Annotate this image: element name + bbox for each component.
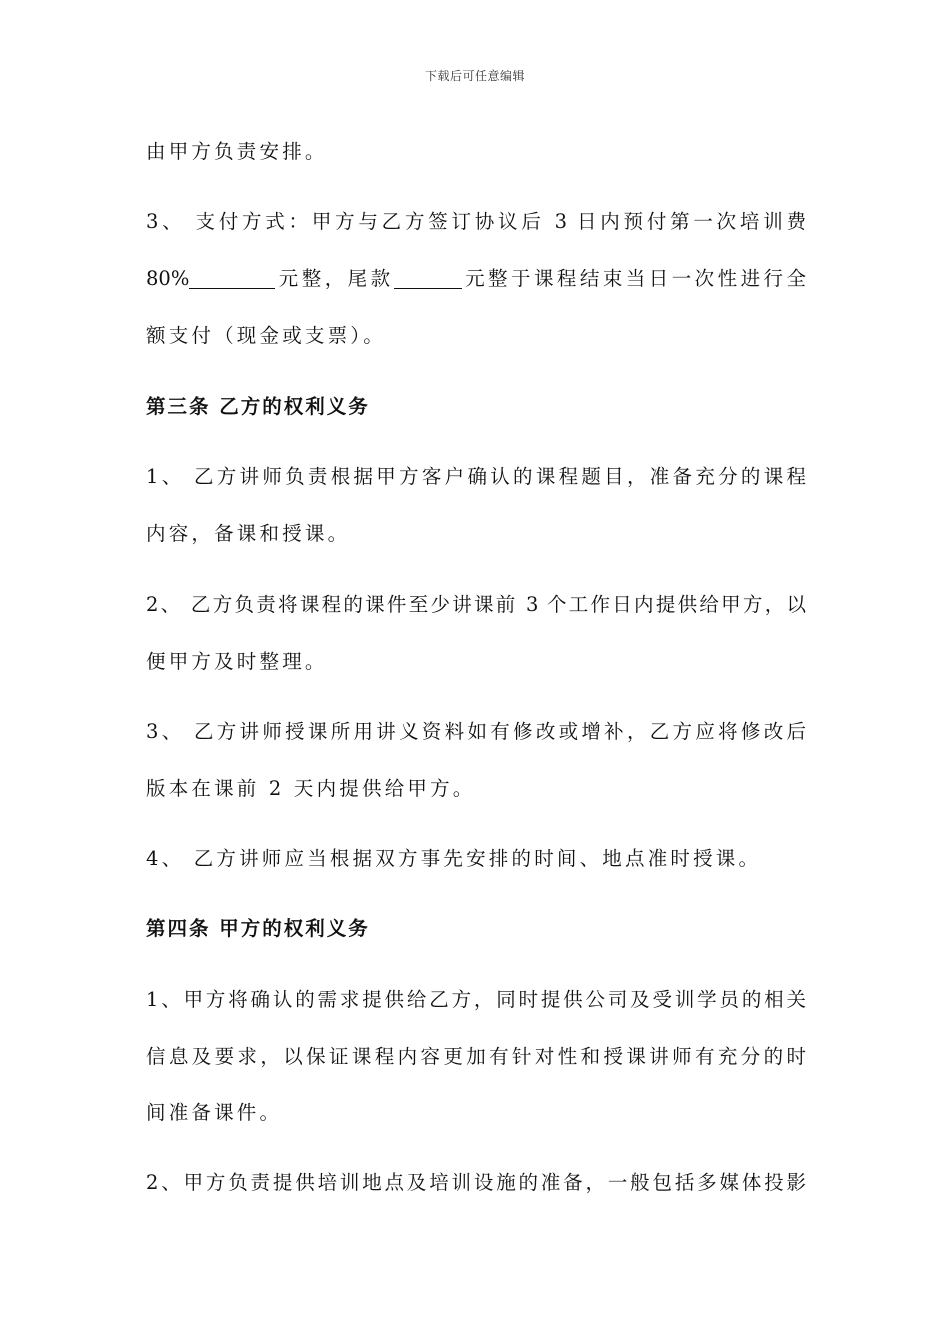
amount-text-2: 元整于课程结束当日一次性进行全 bbox=[461, 267, 806, 290]
paragraph-line: 内容，备课和授课。 bbox=[146, 522, 351, 545]
paragraph-line: 1、甲方将确认的需求提供给乙方，同时提供公司及受训学员的相关 bbox=[146, 988, 806, 1011]
amount-text-1: 元整，尾款 bbox=[275, 267, 394, 290]
paragraph-line: 信息及要求，以保证课程内容更加有针对性和授课讲师有充分的时 bbox=[146, 1045, 806, 1068]
amount-blank-2 bbox=[394, 268, 462, 289]
payment-amount-line bbox=[146, 266, 806, 292]
paragraph-line: 由甲方负责安排。 bbox=[146, 140, 328, 163]
amount-blank-1 bbox=[189, 268, 275, 289]
paragraph-line: 1、 乙方讲师负责根据甲方客户确认的课程题目，准备充分的课程 bbox=[146, 465, 806, 488]
paragraph-line: 2、 乙方负责将课程的课件至少讲课前 3 个工作日内提供给甲方，以 bbox=[146, 593, 806, 616]
payment-clause-line: 3、 支付方式：甲方与乙方签订协议后 3 日内预付第一次培训费 bbox=[146, 210, 806, 233]
paragraph-line: 额支付（现金或支票）。 bbox=[146, 324, 386, 347]
paragraph-line: 便甲方及时整理。 bbox=[146, 650, 328, 673]
paragraph-line: 4、 乙方讲师应当根据双方事先安排的时间、地点准时授课。 bbox=[146, 847, 762, 870]
paragraph-line: 版本在课前 2 天内提供给甲方。 bbox=[146, 777, 476, 800]
percent-text: 80% bbox=[146, 267, 190, 290]
paragraph-line: 间准备课件。 bbox=[146, 1101, 283, 1124]
paragraph-line: 3、 乙方讲师授课所用讲义资料如有修改或增补，乙方应将修改后 bbox=[146, 720, 806, 743]
paragraph-line: 2、甲方负责提供培训地点及培训设施的准备，一般包括多媒体投影 bbox=[146, 1171, 806, 1194]
page-header-note: 下载后可任意编辑 bbox=[424, 69, 525, 83]
section-heading-4: 第四条 甲方的权利义务 bbox=[146, 917, 370, 940]
section-heading-3: 第三条 乙方的权利义务 bbox=[146, 395, 370, 418]
